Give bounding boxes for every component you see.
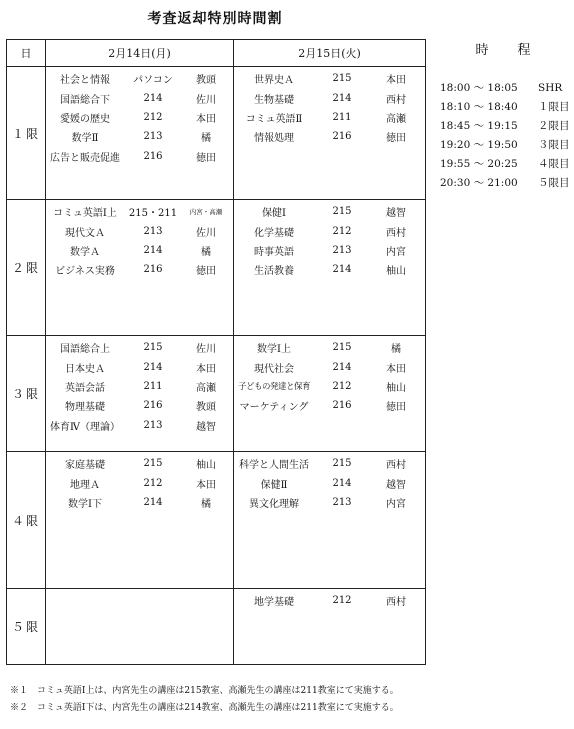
subject-text: 世界史Ａ xyxy=(254,75,294,87)
teacher-text: 橘 xyxy=(391,344,401,356)
teacher-text: 徳田 xyxy=(196,152,216,164)
teacher-text: 内宮 xyxy=(386,246,406,258)
schedule-row xyxy=(440,154,574,173)
header-row xyxy=(7,40,426,67)
teacher-text: 本田 xyxy=(386,363,406,375)
teacher-text: 越智 xyxy=(196,421,216,433)
room-text: 214 xyxy=(332,92,352,104)
teacher-text: 内宮・高瀬 xyxy=(189,208,223,217)
teacher-text: 教頭 xyxy=(196,402,216,414)
class-entry xyxy=(46,127,233,146)
subject-text: 時事英語 xyxy=(254,246,294,258)
subject-text: コミュ英語Ⅰ上 xyxy=(53,208,117,220)
class-entry xyxy=(46,357,233,376)
schedule-heading: 時 程 xyxy=(475,43,539,58)
teacher-text: 西村 xyxy=(386,597,406,609)
room-text: 212 xyxy=(332,225,352,237)
room-text: 213 xyxy=(143,419,163,431)
schedule-label: ２限目 xyxy=(538,120,570,132)
day-column-header: 日 xyxy=(7,40,46,67)
teacher-text: 越智 xyxy=(386,208,406,220)
schedule-time: 18:45 ～ 19:15 xyxy=(440,120,518,132)
schedule-row xyxy=(440,135,574,154)
room-text: 213 xyxy=(143,225,163,237)
class-entry xyxy=(234,454,425,473)
day1-header: 2月14日(月) xyxy=(46,40,234,67)
class-entry xyxy=(234,241,425,260)
subject-text: 現代文Ａ xyxy=(65,227,105,239)
subject-text: 数学Ａ xyxy=(70,246,100,258)
teacher-text: 本田 xyxy=(196,113,216,125)
teacher-text: 橘 xyxy=(201,133,211,145)
day2-header: 2月15日(火) xyxy=(234,40,426,67)
room-text: 214 xyxy=(143,244,163,256)
class-entry xyxy=(234,127,425,146)
teacher-text: 佐川 xyxy=(196,227,216,239)
room-text: 215 xyxy=(332,206,352,218)
class-entry xyxy=(46,338,233,357)
class-entry xyxy=(46,241,233,260)
period-label: １限 xyxy=(7,67,46,200)
room-text: 212 xyxy=(332,595,352,607)
class-entry xyxy=(46,260,233,279)
subject-text: 異文化理解 xyxy=(249,498,299,510)
teacher-text: 徳田 xyxy=(386,133,406,145)
room-text: パソコン xyxy=(133,75,173,87)
subject-text: 保健Ⅱ xyxy=(260,479,288,491)
room-text: 212 xyxy=(143,477,163,489)
subject-text: マーケティング xyxy=(239,402,309,414)
class-entry xyxy=(234,473,425,492)
teacher-text: 西村 xyxy=(386,94,406,106)
period-label: ２限 xyxy=(7,200,46,336)
room-text: 212 xyxy=(332,380,352,392)
class-entry xyxy=(46,69,233,88)
class-entry xyxy=(46,454,233,473)
teacher-text: 西村 xyxy=(386,460,406,472)
day1-cell xyxy=(46,200,234,336)
class-entry xyxy=(234,591,425,610)
subject-text: 数学Ⅰ上 xyxy=(257,344,291,356)
subject-text: 地学基礎 xyxy=(254,597,294,609)
period-row xyxy=(7,67,426,200)
subject-text: 日本史Ａ xyxy=(65,363,105,375)
subject-text: 地理Ａ xyxy=(70,479,100,491)
class-entry xyxy=(46,147,233,166)
day2-cell xyxy=(234,336,426,452)
class-entry xyxy=(46,377,233,396)
subject-text: ビジネス実務 xyxy=(55,266,115,278)
class-entry xyxy=(234,338,425,357)
day1-cell xyxy=(46,452,234,589)
teacher-text: 本田 xyxy=(196,479,216,491)
day1-cell xyxy=(46,67,234,200)
day2-cell xyxy=(234,589,426,665)
schedule-label: SHR xyxy=(538,81,563,94)
teacher-text: 柚山 xyxy=(196,460,216,472)
class-entry xyxy=(234,69,425,88)
schedule-row xyxy=(440,116,574,135)
schedule-row xyxy=(440,173,574,192)
room-text: 212 xyxy=(143,111,163,123)
class-entry xyxy=(234,357,425,376)
period-row xyxy=(7,452,426,589)
teacher-text: 佐川 xyxy=(196,94,216,106)
period-row xyxy=(7,589,426,665)
day2-cell xyxy=(234,67,426,200)
subject-text: コミュ英語Ⅱ xyxy=(245,113,303,125)
room-text: 214 xyxy=(332,477,352,489)
day1-cell xyxy=(46,336,234,452)
footnote-2: ※２ コミュ英語Ⅰ下は、内宮先生の講座は214教室、高瀬先生の講座は211教室にて実施する。 xyxy=(10,703,399,713)
subject-text: 愛媛の歴史 xyxy=(60,113,110,125)
class-entry xyxy=(46,108,233,127)
subject-text: 広告と販売促進 xyxy=(50,152,120,164)
subject-text: 情報処理 xyxy=(254,133,294,145)
room-text: 216 xyxy=(332,400,352,412)
class-entry xyxy=(234,377,425,396)
room-text: 216 xyxy=(143,150,163,162)
class-entry xyxy=(46,396,233,415)
subject-text: 体育Ⅳ（理論） xyxy=(50,421,120,433)
room-text: 211 xyxy=(143,380,163,392)
teacher-text: 教頭 xyxy=(196,75,216,87)
period-label: ３限 xyxy=(7,336,46,452)
class-entry xyxy=(234,221,425,240)
subject-text: 家庭基礎 xyxy=(65,460,105,472)
room-text: 211 xyxy=(332,111,352,123)
subject-text: 数学Ⅱ xyxy=(71,133,99,145)
teacher-text: 本田 xyxy=(386,75,406,87)
teacher-text: 橘 xyxy=(201,246,211,258)
period-row xyxy=(7,200,426,336)
class-entry xyxy=(234,493,425,512)
room-text: 214 xyxy=(143,361,163,373)
room-text: 215 xyxy=(143,458,163,470)
schedule-row xyxy=(440,97,574,116)
footnotes xyxy=(10,683,399,717)
teacher-text: 西村 xyxy=(386,227,406,239)
class-entry xyxy=(46,473,233,492)
room-text: 216 xyxy=(143,264,163,276)
subject-text: 物理基礎 xyxy=(65,402,105,414)
room-text: 214 xyxy=(143,92,163,104)
subject-text: 化学基礎 xyxy=(254,227,294,239)
subject-text: 生活教養 xyxy=(254,266,294,278)
schedule-panel xyxy=(440,39,574,192)
teacher-text: 佐川 xyxy=(196,344,216,356)
room-text: 214 xyxy=(332,361,352,373)
class-entry xyxy=(234,396,425,415)
room-text: 215 xyxy=(332,342,352,354)
teacher-text: 内宮 xyxy=(386,498,406,510)
subject-text: 現代社会 xyxy=(254,363,294,375)
footnote-1: ※１ コミュ英語Ⅰ上は、内宮先生の講座は215教室、高瀬先生の講座は211教室にて実施する。 xyxy=(10,686,399,696)
room-text: 215 xyxy=(143,342,163,354)
schedule-label: ３限目 xyxy=(538,139,570,151)
period-row xyxy=(7,336,426,452)
subject-text: 国語総合下 xyxy=(60,94,110,106)
room-text: 215 xyxy=(332,73,352,85)
class-entry xyxy=(234,108,425,127)
room-text: 216 xyxy=(143,400,163,412)
room-text: 214 xyxy=(143,496,163,508)
class-entry xyxy=(46,416,233,435)
class-entry xyxy=(234,88,425,107)
timetable xyxy=(6,39,426,665)
subject-text: 子どもの発達と保育 xyxy=(237,382,310,393)
subject-text: 英語会話 xyxy=(65,382,105,394)
period-label: ５限 xyxy=(7,589,46,665)
schedule-label: ４限目 xyxy=(538,158,570,170)
room-text: 213 xyxy=(143,131,163,143)
schedule-time: 18:10 ～ 18:40 xyxy=(440,101,518,113)
subject-text: 数学Ⅰ下 xyxy=(68,498,102,510)
schedule-time: 19:55 ～ 20:25 xyxy=(440,158,518,170)
class-entry xyxy=(46,202,233,221)
teacher-text: 越智 xyxy=(386,479,406,491)
schedule-time: 19:20 ～ 19:50 xyxy=(440,139,518,151)
subject-text: 科学と人間生活 xyxy=(239,460,309,472)
page-title: 考査返却特別時間割 xyxy=(147,11,283,27)
subject-text: 生物基礎 xyxy=(254,94,294,106)
day1-cell xyxy=(46,589,234,665)
class-entry xyxy=(46,88,233,107)
room-text: 216 xyxy=(332,131,352,143)
teacher-text: 徳田 xyxy=(196,266,216,278)
period-label: ４限 xyxy=(7,452,46,589)
room-text: 213 xyxy=(332,244,352,256)
class-entry xyxy=(46,221,233,240)
class-entry xyxy=(234,202,425,221)
room-text: 215 xyxy=(332,458,352,470)
schedule-label: １限目 xyxy=(538,101,570,113)
schedule-time: 20:30 ～ 21:00 xyxy=(440,177,518,189)
teacher-text: 徳田 xyxy=(386,402,406,414)
teacher-text: 本田 xyxy=(196,363,216,375)
room-text: 214 xyxy=(332,264,352,276)
subject-text: 保健Ⅰ xyxy=(262,208,286,220)
schedule-time: 18:00 ～ 18:05 xyxy=(440,82,518,94)
subject-text: 国語総合上 xyxy=(60,344,110,356)
day2-cell xyxy=(234,452,426,589)
subject-text: 社会と情報 xyxy=(60,75,110,87)
day2-cell xyxy=(234,200,426,336)
teacher-text: 柚山 xyxy=(386,266,406,278)
schedule-row xyxy=(440,78,574,97)
class-entry xyxy=(46,493,233,512)
teacher-text: 橘 xyxy=(201,498,211,510)
teacher-text: 柚山 xyxy=(386,382,406,394)
class-entry xyxy=(234,260,425,279)
teacher-text: 高瀬 xyxy=(386,113,406,125)
room-text: 215・211 xyxy=(128,208,178,220)
room-text: 213 xyxy=(332,496,352,508)
schedule-label: ５限目 xyxy=(538,177,570,189)
teacher-text: 高瀬 xyxy=(196,382,216,394)
